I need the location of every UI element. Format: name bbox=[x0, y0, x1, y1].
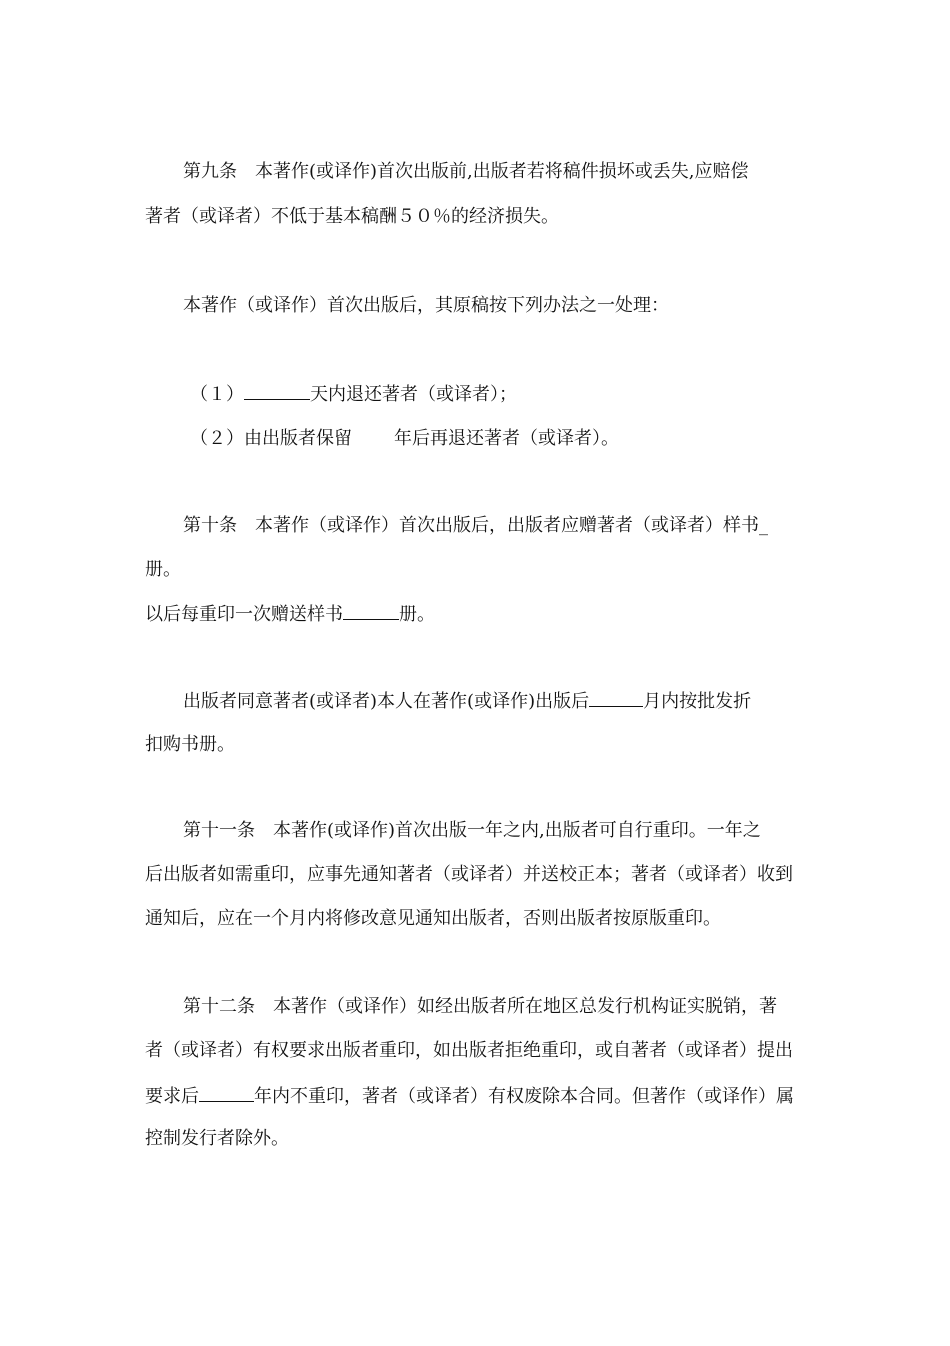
article-12-line-4: 控制发行者除外。 bbox=[145, 1128, 289, 1149]
purchase-months-blank[interactable] bbox=[589, 688, 643, 707]
option-1-suffix: 天内退还著者（或译者）； bbox=[310, 384, 517, 405]
option-2-prefix: （２）由出版者保留 bbox=[190, 428, 352, 449]
article-10-line-1: 第十条 本著作（或译作）首次出版后，出版者应赠著者（或译者）样书_ bbox=[183, 515, 768, 536]
article-9-line-2: 著者（或译者）不低于基本稿酬５０％的经济损失。 bbox=[145, 206, 559, 227]
article-11-line-1: 第十一条 本著作(或译作)首次出版一年之内,出版者可自行重印。一年之 bbox=[183, 820, 761, 841]
manuscript-option-1 bbox=[190, 381, 810, 407]
manuscript-intro: 本著作（或译作）首次出版后，其原稿按下列办法之一处理： bbox=[183, 295, 669, 316]
option-1-days-blank[interactable] bbox=[244, 381, 310, 400]
reprint-years-blank[interactable] bbox=[199, 1083, 254, 1102]
article-9-line-1: 第九条 本著作(或译作)首次出版前,出版者若将稿件损坏或丢失,应赔偿 bbox=[183, 161, 749, 182]
reprint-suffix: 年内不重印，著者（或译者）有权废除本合同。但著作（或译作）属 bbox=[254, 1086, 794, 1107]
sample-copies-prefix: 以后每重印一次赠送样书 bbox=[145, 604, 343, 625]
article-10-line-3 bbox=[145, 601, 810, 627]
sample-copies-suffix: 册。 bbox=[399, 604, 435, 625]
article-11-line-2: 后出版者如需重印，应事先通知著者（或译者）并送校正本；著者（或译者）收到 bbox=[145, 864, 793, 885]
article-10-line-2: 册。 bbox=[145, 559, 181, 580]
article-11-line-3: 通知后，应在一个月内将修改意见通知出版者，否则出版者按原版重印。 bbox=[145, 908, 721, 929]
option-2-suffix: 年后再退还著者（或译者）。 bbox=[394, 428, 619, 449]
purchase-line-1 bbox=[183, 688, 810, 714]
purchase-line-2: 扣购书册。 bbox=[145, 734, 235, 755]
article-12-line-3 bbox=[145, 1083, 810, 1109]
purchase-suffix: 月内按批发折 bbox=[643, 691, 752, 712]
manuscript-option-2 bbox=[190, 427, 810, 451]
article-12-line-2: 者（或译者）有权要求出版者重印，如出版者拒绝重印，或自著者（或译者）提出 bbox=[145, 1040, 793, 1061]
option-1-prefix: （１） bbox=[190, 384, 244, 405]
article-12-line-1: 第十二条 本著作（或译作）如经出版者所在地区总发行机构证实脱销，著 bbox=[183, 996, 777, 1017]
purchase-prefix: 出版者同意著者(或译者)本人在著作(或译作)出版后 bbox=[183, 691, 590, 712]
sample-copies-blank[interactable] bbox=[343, 601, 399, 620]
reprint-prefix: 要求后 bbox=[145, 1086, 199, 1107]
